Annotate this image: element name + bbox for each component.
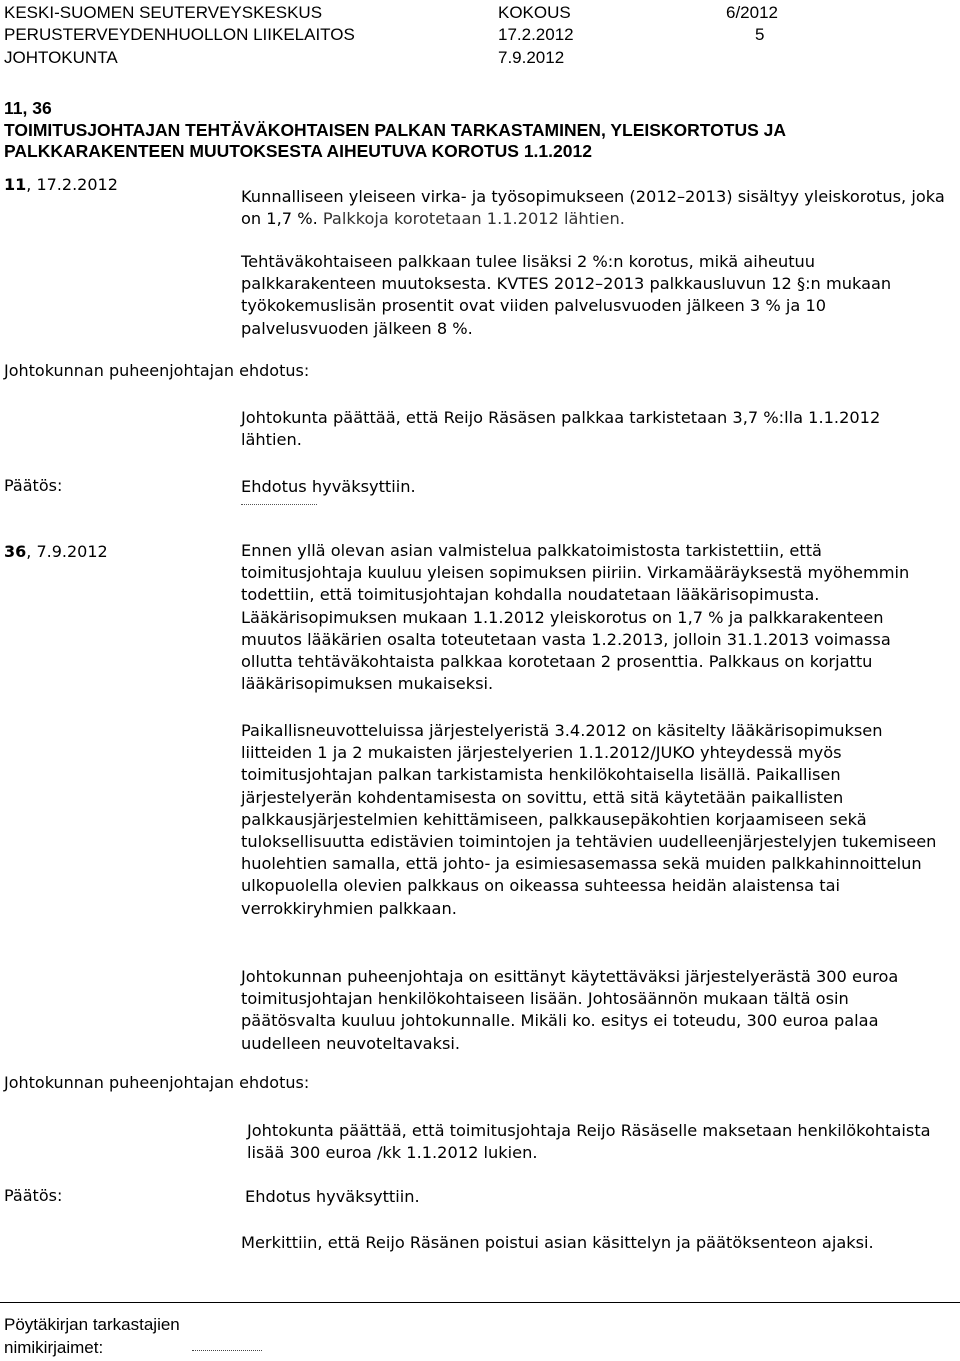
entry1-proposal-text: Johtokunta päättää, että Reijo Räsäsen palkkaa tarkistetaan 3,7 %:lla 1.1.2012 lähtien. — [241, 408, 881, 450]
entry2-ref-date: , 7.9.2012 — [26, 542, 108, 561]
meeting-label: KOKOUS — [498, 3, 571, 22]
entry2-reference — [4, 542, 108, 561]
entry1-paragraph1 — [241, 186, 946, 230]
section-title-line1: TOIMITUSJOHTAJAN TEHTÄVÄKOHTAISEN PALKAN TARKASTAMINEN, YLEISKORTOTUS JA — [4, 119, 787, 140]
entry2-ref-number: 36 — [4, 542, 27, 561]
org-name: KESKI-SUOMEN SEUTERVEYSKESKUS — [4, 3, 323, 22]
entry2-proposal-label: Johtokunnan puheenjohtajan ehdotus: — [4, 1073, 310, 1092]
page-number: 5 — [755, 25, 765, 44]
entry1-decision-text: Ehdotus hyväksyttiin. — [241, 477, 416, 496]
section-heading — [4, 98, 954, 163]
section-title-line2: PALKKARAKENTEEN MUUTOKSESTA AIHEUTUVA KOROTUS 1.1.2012 — [4, 141, 592, 161]
entry2-note: Merkittiin, että Reijo Räsänen poistui asian käsittelyn ja päätöksenteon ajaksi. — [241, 1233, 874, 1252]
entry2-paragraph2: Paikallisneuvotteluissa järjestelyeristä 3.4.2012 on käsitelty lääkärisopimuksen liitteiden 1 ja 2 mukaisten järjestelyerien 1.1.2012/JUKO yhteydessä myös toimitusjohtajan palkan tarkistamista henkilökohtaisella lisällä. Paikallisen järjestelyerän kohdentamisesta on sovittu, että sitä käytetään paikallisten palkkausjärjestelmien kehittämiseen, palkkausepäkohtien korjaamiseen sekä tuloksellisuutta edistävien toimintojen ja tehtävien uudelleenjärjestelyjen tukemiseen huolehtien samalla, että johto- ja esimiesasemassa sekä muiden palkkahinnoittelun ulkopuolella olevien palkkaus on oikeassa suhteessa heidän alaistensa tai verrokkiryhmien palkkaan. — [241, 721, 937, 918]
meeting-date: 17.2.2012 — [498, 25, 574, 44]
entry2-decision-text: Ehdotus hyväksyttiin. — [245, 1187, 420, 1206]
entry1-ref-date: , 17.2.2012 — [26, 175, 118, 194]
footer-line1: Pöytäkirjan tarkastajien — [4, 1315, 180, 1334]
entry1-para1-b: Palkkoja korotetaan 1.1.2012 lähtien. — [322, 209, 625, 229]
entry1-ref-number: 11 — [4, 175, 27, 194]
entry1-decision-label: Päätös: — [4, 476, 63, 495]
signature-dots — [241, 504, 317, 505]
entry2-proposal-text: Johtokunta päättää, että toimitusjohtaja Reijo Räsäselle maksetaan henkilökohtaista lisää 300 euroa /kk 1.1.2012 lukien. — [247, 1121, 931, 1163]
entry2-paragraph1 — [241, 540, 946, 695]
entry2-para1-a: Ennen yllä olevan asian valmistelua palkkatoimistosta tarkistettiin, että toimitusjohtaja kuuluu yleisen sopimuksen piiriin. — [241, 541, 822, 583]
doc-number: 6/2012 — [726, 3, 778, 22]
document-header — [0, 0, 960, 70]
entry2-para1-b: Virkamääräyksestä myöhemmin todettiin, että toimitusjohtajan kohdalla noudatetaan lääkärisopimusta. Lääkärisopimuksen mukaan 1.1.2012 yleiskorotus on 1,7 % ja palkkarakenteen muutos lääkärien osalta toteutetaan vasta 1.2.2013, jolloin 31.1.2013 voimassa ollutta tehtäväkohtaista palkkaa korotetaan 2 prosenttia. Palkkaus on korjattu lääkärisopimuksen mukaiseksi. — [241, 563, 910, 694]
entry2-paragraph3: Johtokunnan puheenjohtaja on esittänyt käytettäväksi järjestelyerästä 300 euroa toimitusjohtajan henkilökohtaiseen lisään. Johtosäännön mukaan tältä osin päätösvalta kuuluu johtokunnalle. Mikäli ko. esitys ei toteudu, 300 euroa palaa uudelleen neuvoteltavaksi. — [241, 967, 899, 1053]
footer-divider — [0, 1302, 960, 1303]
entry1-proposal-label: Johtokunnan puheenjohtajan ehdotus: — [4, 361, 310, 380]
footer-initials — [4, 1313, 180, 1359]
footer-line2: nimikirjaimet: — [4, 1338, 104, 1357]
org-unit: PERUSTERVEYDENHUOLLON LIIKELAITOS — [4, 25, 355, 44]
entry1-para1-a: Kunnalliseen yleiseen virka- ja työsopimukseen (2012–2013) sisältyy yleiskorotus, joka on 1,7 %. — [241, 187, 945, 229]
initials-dotted-line — [192, 1350, 262, 1351]
org-body: JOHTOKUNTA — [4, 48, 118, 67]
entry1-reference — [4, 175, 118, 194]
entry1-paragraph2: Tehtäväkohtaiseen palkkaan tulee lisäksi 2 %:n korotus, mikä aiheutuu palkkarakenteen muutoksesta. KVTES 2012–2013 palkkausluvun 12 §:n mukaan työkokemuslisän prosentit ovat viiden palvelusvuoden jälkeen 3 % ja 10 palvelusvuoden jälkeen 8 %. — [241, 252, 892, 338]
section-number: 11, 36 — [4, 98, 52, 118]
meeting-date-2: 7.9.2012 — [498, 48, 565, 67]
entry2-decision-label: Päätös: — [4, 1186, 63, 1205]
